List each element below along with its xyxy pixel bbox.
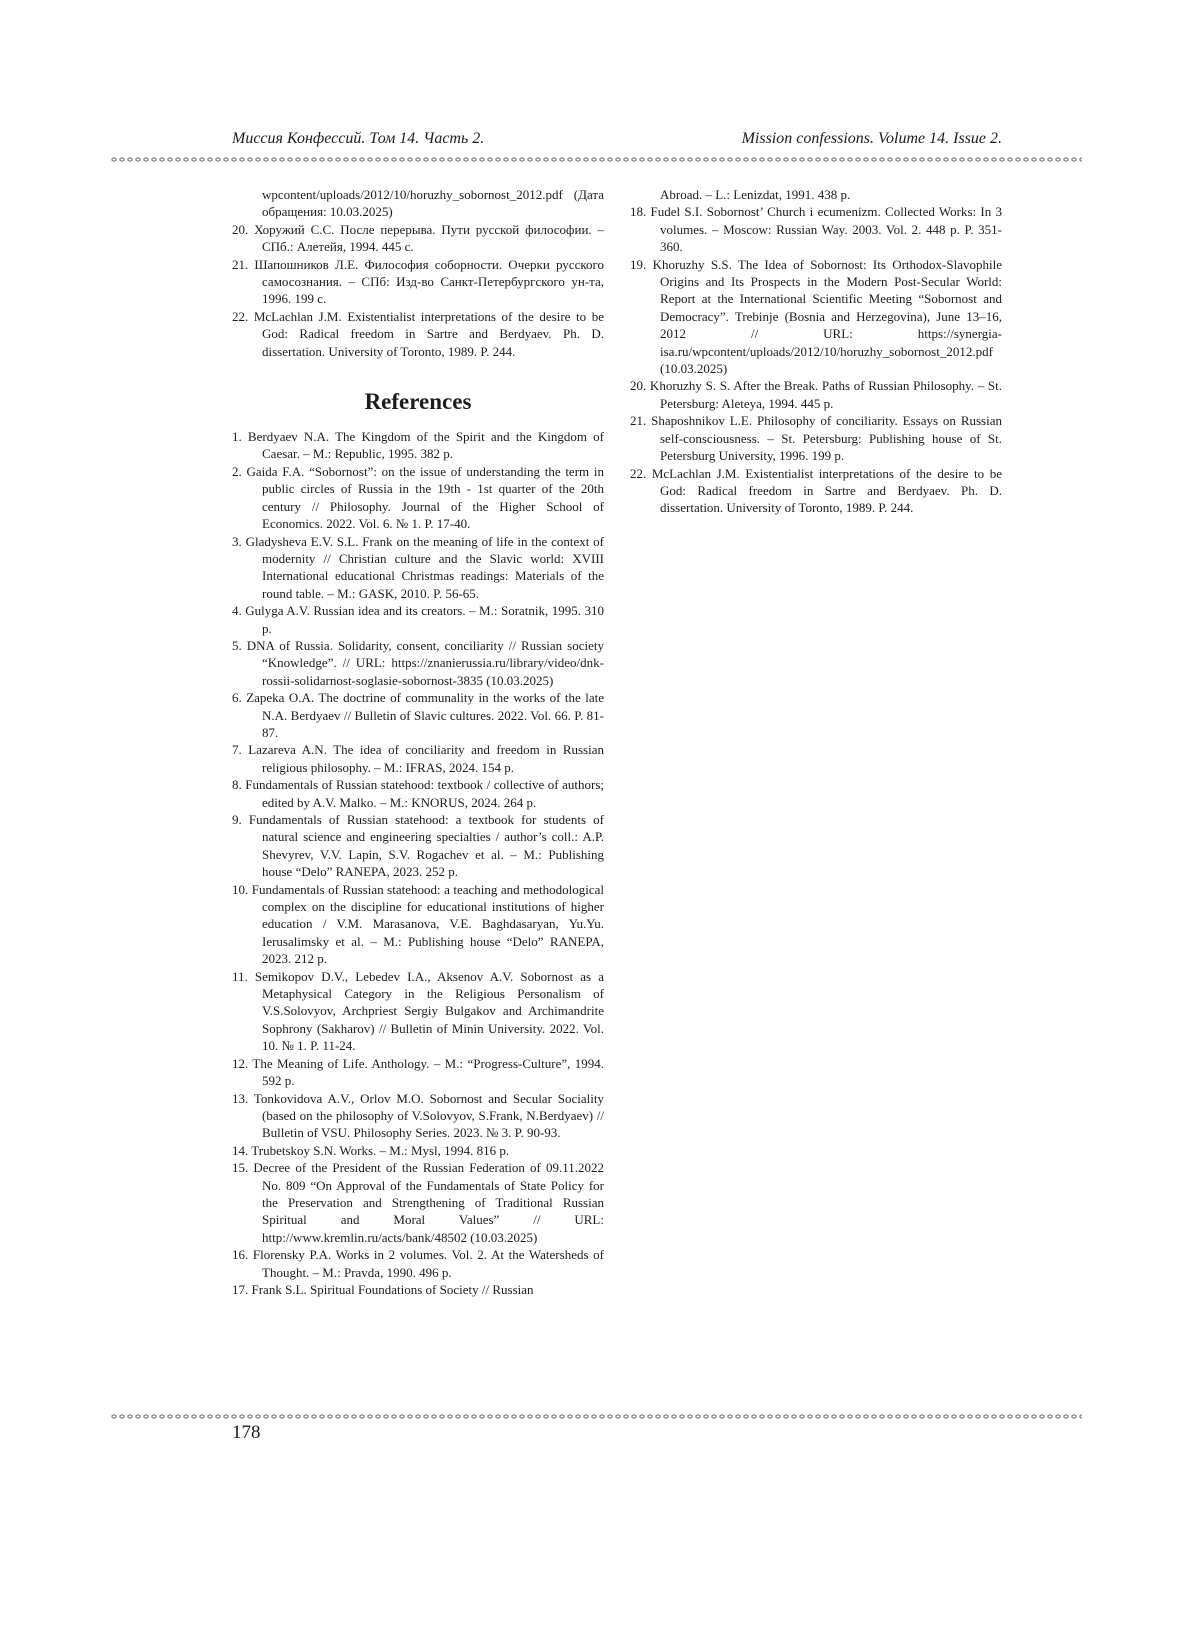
- right-column: [630, 186, 1002, 517]
- reference-entry: 15. Decree of the President of the Russian Federation of 09.11.2022 No. 809 “On Approval of the Fundamentals of State Policy for the Preservation and Strengthening of Traditional Russian Spiritual and Moral Values” // URL: http://www.kremlin.ru/acts/bank/48502 (10.03.2025): [232, 1160, 604, 1245]
- reference-entry: 12. The Meaning of Life. Anthology. – M.: “Progress-Culture”, 1994. 592 p.: [232, 1055, 604, 1089]
- reference-entry: 16. Florensky P.A. Works in 2 volumes. Vol. 2. At the Watersheds of Thought. – M.: Pravda, 1990. 496 p.: [232, 1247, 604, 1280]
- reference-entry: 8. Fundamentals of Russian statehood: textbook / collective of authors; edited by A.V. Malko. – M.: KNORUS, 2024. 264 p.: [232, 777, 604, 810]
- reference-entry: 11. Semikopov D.V., Lebedev I.A., Aksenov A.V. Sobornost as a Metaphysical Category in the Religious Personalism of V.S.Solovyov, Archpriest Sergiy Bulgakov and Archimandrite Sophrony (Sakharov) // Bulletin of Minin University. 2022. Vol. 10. № 1. P. 11-24.: [232, 968, 604, 1054]
- reference-entry: 5. DNA of Russia. Solidarity, consent, conciliarity // Russian society “Knowledge”. // URL: https://znanierussia.ru/library/video/dnk-rossii-solidarnost-soglasie-sobornost-3835 (10.03.2025): [232, 637, 604, 688]
- reference-entry: 2. Gaida F.A. “Sobornost”: on the issue of understanding the term in public circles of Russia in the 19th - 1st quarter of the 20th century // Philosophy. Journal of the Higher School of Economics. 2022. Vol. 6. № 1. P. 17-40.: [232, 463, 604, 532]
- reference-entry: 13. Tonkovidova A.V., Orlov M.O. Sobornost and Secular Sociality (based on the philosophy of V.Solovyov, S.Frank, N.Berdyaev) // Bulletin of VSU. Philosophy Series. 2023. № 3. P. 90-93.: [232, 1090, 604, 1141]
- reference-entry: 1. Berdyaev N.A. The Kingdom of the Spirit and the Kingdom of Caesar. – M.: Republic, 1995. 382 p.: [232, 429, 604, 462]
- reference-entry: 14. Trubetskoy S.N. Works. – M.: Mysl, 1994. 816 p.: [232, 1142, 510, 1158]
- reference-entry: 10. Fundamentals of Russian statehood: a teaching and methodological complex on the discipline for educational institutions of higher education / V.M. Marasanova, V.E. Baghdasaryan, Yu.Yu. Ierusalimsky et al. – M.: Publishing house “Delo” RANEPA, 2023. 212 p.: [232, 881, 604, 967]
- reference-continuation: Abroad. – L.: Lenizdat, 1991. 438 p.: [660, 187, 851, 202]
- bibliography-entry: 22. McLachlan J.M. Existentialist interpretations of the desire to be God: Radical freedom in Sartre and Berdyaev. Ph. D. dissertation. University of Toronto, 1989. P. 244.: [232, 308, 604, 359]
- reference-entry: 17. Frank S.L. Spiritual Foundations of Society // Russian: [232, 1281, 534, 1297]
- reference-entry: 18. Fudel S.I. Sobornost’ Church i ecumenizm. Collected Works: In 3 volumes. – Moscow: Russian Way. 2003. Vol. 2. 448 p. P. 351-360.: [630, 204, 1002, 255]
- reference-entry: 6. Zapeka O.A. The doctrine of communality in the works of the late N.A. Berdyaev // Bulletin of Slavic cultures. 2022. Vol. 66. P. 81-87.: [232, 690, 604, 740]
- reference-continuation: wpcontent/uploads/2012/10/horuzhy_sobornost_2012.pdf (Дата обращения: 10.03.2025): [262, 187, 604, 220]
- bibliography-entry: 20. Хоружий С.С. После перерыва. Пути русской философии. – СПб.: Алетейя, 1994. 445 с.: [232, 221, 604, 255]
- reference-entry: 20. Khoruzhy S. S. After the Break. Paths of Russian Philosophy. – St. Petersburg: Aleteya, 1994. 445 p.: [630, 378, 1002, 411]
- ornament-divider-top: [110, 155, 1082, 164]
- reference-entry: 3. Gladysheva E.V. S.L. Frank on the meaning of life in the context of modernity // Christian culture and the Slavic world: XVIII International educational Christmas readings: Materials of the round table. – M.: GASK, 2010. P. 56-65.: [232, 533, 604, 601]
- reference-entry: 9. Fundamentals of Russian statehood: a textbook for students of natural science and engineering specialties / author’s coll.: A.P. Shevyrev, V.V. Lapin, S.V. Rogachev et al. – M.: Publishing house “Delo” RANEPA, 2023. 252 p.: [232, 812, 604, 880]
- reference-entry: 19. Khoruzhy S.S. The Idea of Sobornost: Its Orthodox-Slavophile Origins and Its Prospects in the Modern Post-Secular World: Report at the International Scientific Meeting “Sobornost and Democracy”. Trebinje (Bosnia and Herzegovina), June 13–16, 2012 // URL: https://synergia-isa.ru/wpcontent/uploads/2012/10/horuzhy_sobornost_2012.pdf (10.03.2025): [630, 256, 1002, 377]
- bibliography-entry: 21. Шапошников Л.Е. Философия соборности. Очерки русского самосознания. – СПб: Изд-во Санкт-Петербургского ун-та, 1996. 199 с.: [232, 256, 604, 307]
- page-number: 178: [232, 1422, 261, 1443]
- header-left: Миссия Конфессий. Том 14. Часть 2.: [232, 130, 485, 147]
- left-column: [232, 186, 604, 1298]
- reference-entry: 21. Shaposhnikov L.E. Philosophy of conciliarity. Essays on Russian self-consciousness. – St. Petersburg: Publishing house of St. Petersburg University, 1996. 199 p.: [630, 413, 1002, 464]
- reference-entry: 4. Gulyga A.V. Russian idea and its creators. – M.: Soratnik, 1995. 310 p.: [232, 603, 604, 636]
- references-heading: References: [364, 389, 472, 415]
- header-right: Mission confessions. Volume 14. Issue 2.: [741, 130, 1002, 147]
- running-header: [232, 130, 1002, 148]
- reference-entry: 7. Lazareva A.N. The idea of conciliarity and freedom in Russian religious philosophy. – M.: IFRAS, 2024. 154 p.: [232, 742, 604, 775]
- reference-entry: 22. McLachlan J.M. Existentialist interpretations of the desire to be God: Radical freedom in Sartre and Berdyaev. Ph. D. dissertation. University of Toronto, 1989. P. 244.: [630, 465, 1002, 516]
- ornament-divider-bottom: [110, 1412, 1082, 1421]
